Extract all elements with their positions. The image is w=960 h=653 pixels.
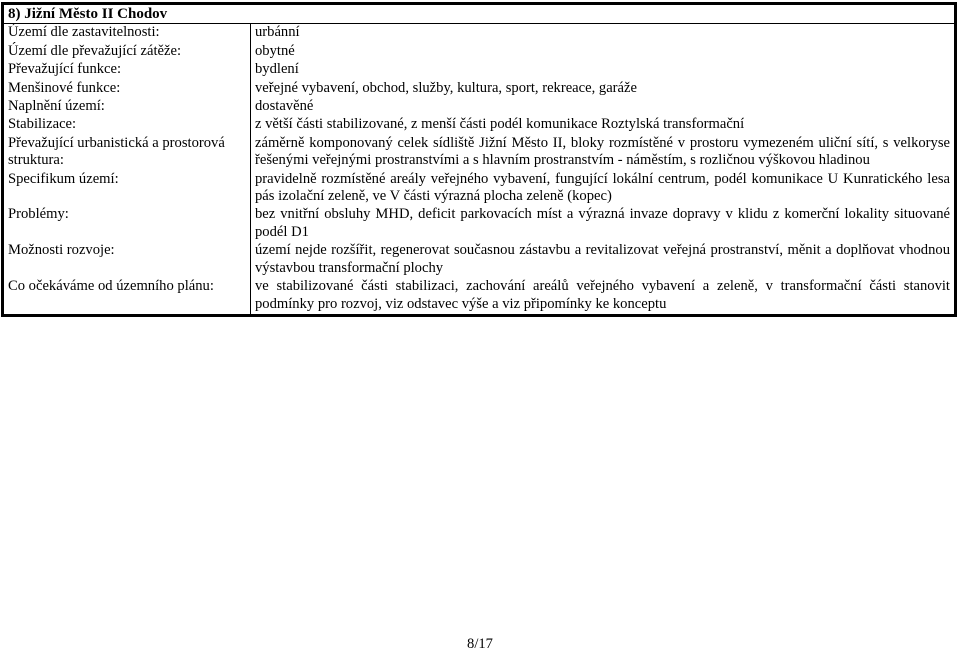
- row-label: Převažující funkce:: [3, 61, 251, 79]
- table-row: [3, 171, 956, 207]
- table-row: [3, 206, 956, 242]
- row-label: Území dle zastavitelnosti:: [3, 24, 251, 43]
- table-row: [3, 43, 956, 61]
- row-value: obytné: [255, 42, 295, 59]
- page-number: 8/17: [467, 636, 493, 652]
- table-row: [3, 116, 956, 134]
- row-value: pravidelně rozmístěné areály veřejného vybavení, fungující lokální centrum, podél komunikace U Kunratického lesa pás izolační zeleně, ve V části výrazná plocha zeleně (kopec): [255, 170, 950, 205]
- row-value: ve stabilizované části stabilizaci, zachování areálů veřejného vybavení a zeleně, v transformační části stanovit podmínky pro rozvoj, viz odstavec výše a viz připomínky ke konceptu: [255, 278, 950, 312]
- table-row: [3, 98, 956, 116]
- table-row: [3, 242, 956, 278]
- table-row: [3, 24, 956, 43]
- row-value: bydlení: [255, 61, 299, 78]
- row-label: Specifikum území:: [3, 171, 251, 207]
- row-value: urbánní: [255, 24, 300, 41]
- row-label: Převažující urbanistická a prostorová struktura:: [3, 135, 251, 171]
- table-row: [3, 278, 956, 315]
- row-value: záměrně komponovaný celek sídliště Jižní Město II, bloky rozmístěné v prostoru vymezeném uliční sítí, s velkoryse řešenými veřejnými prostranstvími a s hlavním prostranstvím - náměstím, s rozličnou výškovou hladinou: [255, 134, 950, 169]
- table-row: [3, 135, 956, 171]
- table-row: [3, 80, 956, 98]
- row-label: Co očekáváme od územního plánu:: [3, 278, 251, 315]
- section-title: 8) Jižní Město II Chodov: [3, 4, 956, 24]
- table-row: [3, 61, 956, 79]
- row-value: bez vnitřní obsluhy MHD, deficit parkovacích míst a výrazná invaze dopravy v klidu z komerční lokality situované podél D1: [255, 206, 950, 240]
- title-row: [3, 4, 956, 24]
- row-label: Území dle převažující zátěže:: [3, 43, 251, 61]
- row-label: Stabilizace:: [3, 116, 251, 134]
- row-label: Menšinové funkce:: [3, 80, 251, 98]
- row-value: území nejde rozšířit, regenerovat současnou zástavbu a revitalizovat veřejná prostranství, měnit a doplňovat vhodnou výstavbou transformační plochy: [255, 242, 950, 276]
- row-value: z větší části stabilizované, z menší části podél komunikace Roztylská transformační: [255, 116, 745, 133]
- row-label: Možnosti rozvoje:: [3, 242, 251, 278]
- row-value: veřejné vybavení, obchod, služby, kultura, sport, rekreace, garáže: [255, 79, 637, 96]
- row-label: Problémy:: [3, 206, 251, 242]
- locality-table: [1, 2, 957, 317]
- row-value: dostavěné: [255, 98, 314, 115]
- row-label: Naplnění území:: [3, 98, 251, 116]
